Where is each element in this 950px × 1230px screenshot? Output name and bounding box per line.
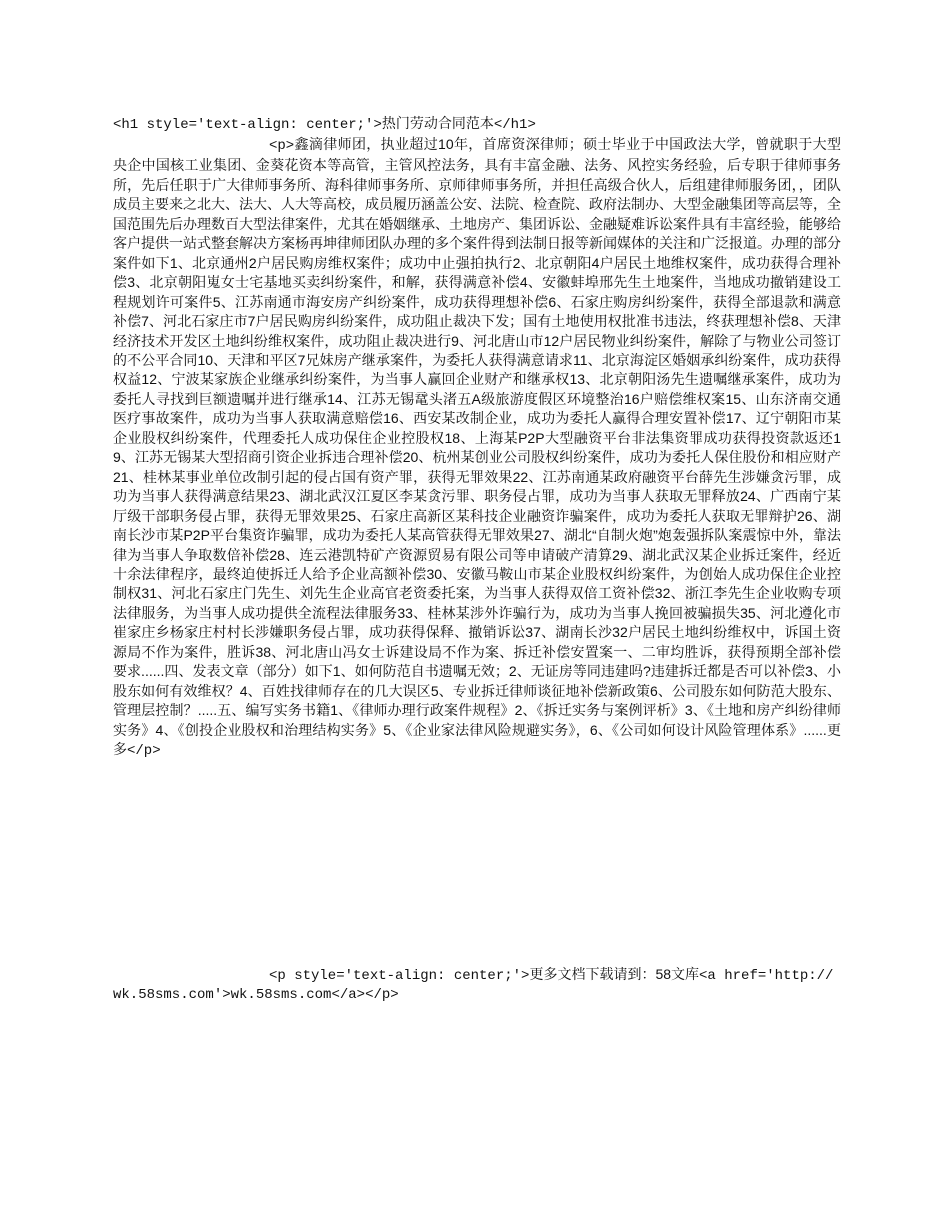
download-note: 更多文档下载请到：58文库 — [529, 966, 700, 982]
footer-p-close-tag: </p> — [365, 987, 399, 1003]
lawyer-profile-text: 鑫滴律师团，执业超过10年，首席资深律师；硕士毕业于中国政法大学，曾就职于大型央企中国核工业集团、金葵花资本等高管，主管风控法务，具有丰富金融、法务、风控实务经验，后专职于律师事务所，先后任职于广大律师事务所、海科律师事务所、京师律师事务所，并担任高级合伙人，后组建律师服务团，，团队成员主要来之北大、法大、人大等高校，成员履历涵盖公安、法院、检查院、政府法制办、大型金融集团等高层等，全国范围先后办理数百大型法律案件，尤其在婚姻继承、土地房产、集团诉讼、金融疑难诉讼案件具有丰富经验，能够给客户提供一站式整套解决方案杨再坤律师团队办理的多个案件得到法制日报等新闻媒体的关注和广泛报道。办理的部分案件如下1、北京通州2户居民购房维权案件；成功中止强拍执行2、北京朝阳4户居民土地维权案件，成功获得合理补偿3、北京朝阳嵬女士宅基地买卖纠纷案件，和解，获得满意补偿4、安徽蚌埠邢先生土地案件，当地成功撤销建设工程规划许可案件5、江苏南通市海安房产纠纷案件，成功获得理想补偿6、石家庄购房纠纷案件，获得全部退款和满意补偿7、河北石家庄市7户居民购房纠纷案件，成功阻止裁决下发；国有土地使用权批准书违法，终获理想补偿8、天津经济技术开发区土地纠纷维权案件，成功阻止裁决进行9、河北唐山市12户居民物业纠纷案件，解除了与物业公司签订的不公平合同10、天津和平区7兄妹房产继承案件，为委托人获得满意请求11、北京海淀区婚姻承纠纷案件，成功获得权益12、宁波某家族企业继承纠纷案件，为当事人赢回企业财产和继承权13、北京朝阳汤先生遗嘱继承案件，成功为委托人寻找到巨额遗嘱并进行继承14、江苏无锡鼋头渚五A级旅游度假区环境整治16户赔偿维权案15、山东济南交通医疗事故案件，成功为当事人获取满意赔偿16、西安某改制企业，成功为委托人赢得合理安置补偿17、辽宁朝阳市某企业股权纠纷案件，代理委托人成功保住企业控股权18、上海某P2P大型融资平台非法集资罪成功获得投资款返还19、江苏无锡某大型招商引资企业拆违合理补偿20、杭州某创业公司股权纠纷案件，成功为委托人保住股份和相应财产21、桂林某事业单位改制引起的侵占国有资产罪，获得无罪效果22、江苏南通某政府融资平台薛先生涉嫌贪污罪，成功为当事人获得满意结果23、湖北武汉江夏区李某贪污罪、职务侵占罪，成功为当事人获取无罪释放24、广西南宁某厅级干部职务侵占罪，获得无罪效果25、石家庄高新区某科技企业融资诈骗案件，成功为委托人获取无罪辩护26、湖南长沙市某P2P平台集资诈骗罪，成功为委托人某高管获得无罪效果27、湖北“自制火炮”炮轰强拆队案震惊中外，靠法律为当事人争取数倍补偿28、连云港凯特矿产资源贸易有限公司等申请破产清算29、湖北武汉某企业拆迁案件，经近十余法律程序，最终迫使拆迁人给予企业高额补偿30、安徽马鞍山市某企业股权纠纷案件，为创始人成功保住企业控制权31、河北石家庄门先生、刘先生企业高官老资委托案，为当事人获得双倍工资补偿32、浙江李先生企业收购专项法律服务，为当事人成功提供全流程法律服务33、桂林某涉外诈骗行为，成功为当事人挽回被骗损失35、河北遵化市崔家庄乡杨家庄村村长涉嫌职务侵占罪，成功获得保释、撤销诉讼37、湖南长沙32户居民土地纠纷维权中，诉国土资源局不作为案件，胜诉38、河北唐山冯女士诉建设局不作为案、拆迁补偿安置案一、二审均胜诉，获得预期全部补偿要求......四、发表文章（部分）如下1、如何防范自书遗嘱无效；2、无证房等同违建吗?违建拆迁都是否可以补偿3、小股东如何有效维权？4、百姓找律师存在的几大误区5、专业拆迁律师谈征地补偿新政策6、公司股东如何防范大股东、管理层控制？.....五、编写实务书籍1、《律师办理行政案件规程》2、《拆迁实务与案例评析》3、《土地和房产纠纷律师实务》4、《创投企业股权和治理结构实务》5、《企业家法律风险规避实务》，6、《公司如何设计风险管理体系》......更多 — [113, 136, 841, 758]
link-close-tag: </a> — [331, 987, 366, 1003]
wenku-link[interactable]: wk.58sms.com — [230, 987, 332, 1003]
footer-source-line — [113, 965, 841, 1005]
heading-source-line — [113, 114, 536, 135]
h1-close-tag: </h1> — [493, 117, 536, 133]
p-close-tag: </p> — [127, 743, 161, 760]
h1-open-tag: <h1 style='text-align: center;'> — [113, 117, 382, 133]
body-paragraph-source — [113, 135, 841, 762]
p-open-tag: <p> — [269, 138, 295, 154]
page-title: 热门劳动合同范本 — [381, 115, 494, 131]
footer-p-open-tag: <p style='text-align: center;'> — [269, 968, 530, 984]
link-open-tag: <a href='http://wk.58sms.com'> — [113, 968, 834, 1003]
